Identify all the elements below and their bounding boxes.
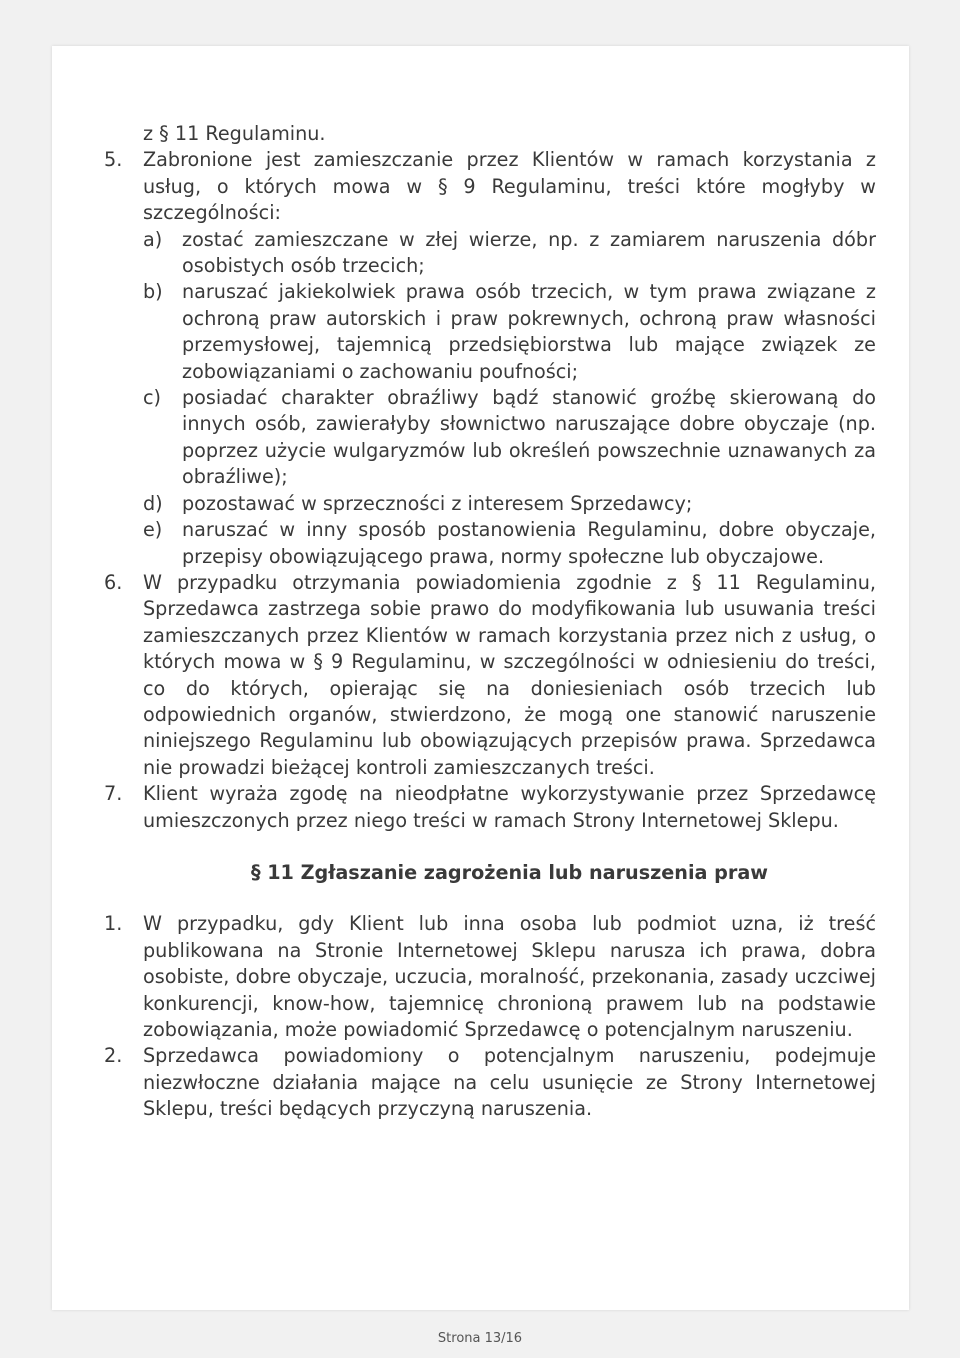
list-number: 6. xyxy=(104,570,123,594)
sub-item xyxy=(143,517,876,570)
list-item-text: W przypadku otrzymania powiadomienia zgodnie z § 11 Regulaminu, Sprzedawca zastrzega sobie prawo do modyfikowania lub usuwania treści zamieszczanych przez Klientów w ramach korzystania przez nich z usług, o których mowa w § 9 Regulaminu, w szczególności w odniesieniu do treści, co do których, opierając się na doniesieniach osób trzecich lub odpowiednich organów, stwierdzono, że mogą one stanowić naruszenie niniejszego Regulaminu lub obowiązujących przepisów prawa. Sprzedawca nie prowadzi bieżącej kontroli zamieszczanych treści. xyxy=(143,570,876,779)
list-item-text: Klient wyraża zgodę na nieodpłatne wykorzystywanie przez Sprzedawcę umieszczonych przez niego treści w ramach Strony Internetowej Sklepu. xyxy=(143,782,876,832)
sub-item xyxy=(143,491,876,517)
list-number: 2. xyxy=(104,1044,123,1068)
sub-item xyxy=(143,227,876,280)
sub-item xyxy=(143,279,876,385)
sub-item-text: pozostawać w sprzeczności z interesem Sprzedawcy; xyxy=(182,491,693,515)
page-footer: Strona 13/16 xyxy=(437,1331,523,1346)
section-heading: § 11 Zgłaszanie zagrożenia lub naruszenia praw xyxy=(250,860,769,884)
list-item-text: Sprzedawca powiadomiony o potencjalnym naruszeniu, podejmuje niezwłoczne działania mające na celu usunięcie ze Strony Internetowej Sklepu, treści będących przyczyną naruszenia. xyxy=(143,1044,876,1121)
list-item xyxy=(52,570,876,781)
sub-item-text: naruszać w inny sposób postanowienia Regulaminu, dobre obyczaje, przepisy obowiązującego prawa, normy społeczne lub obyczajowe. xyxy=(182,518,876,568)
list-number: 1. xyxy=(104,912,123,936)
list-item xyxy=(52,911,876,1043)
sub-item-letter: c) xyxy=(143,386,162,410)
list-item xyxy=(52,781,876,834)
sub-item-letter: b) xyxy=(143,280,163,304)
list-item-text: Zabronione jest zamieszczanie przez Klientów w ramach korzystania z usług, o których mowa w § 9 Regulaminu, treści które mogłyby w szczególności: xyxy=(143,148,876,225)
sub-item-text: zostać zamieszczane w złej wierze, np. z zamiarem naruszenia dóbr osobistych osób trzecich; xyxy=(182,227,876,278)
sub-item-letter: d) xyxy=(143,491,163,515)
sub-item xyxy=(143,385,876,491)
sub-item-letter: a) xyxy=(143,227,163,251)
list-number: 5. xyxy=(104,148,123,172)
list-item-body xyxy=(143,147,876,570)
sub-item-text: naruszać jakiekolwiek prawa osób trzecich, w tym prawa związane z ochroną praw autorskich i praw pokrewnych, ochroną praw własności przemysłowej, tajemnicą przedsiębiorstwa lub mające związek ze zobowiązaniami o zachowaniu poufności; xyxy=(182,280,876,383)
sub-item-text: posiadać charakter obraźliwy bądź stanowić groźbę skierowaną do innych osób, zawierałyby słownictwo naruszające dobre obyczaje (np. poprzez użycie wulgaryzmów lub określeń powszechnie uznawanych za obraźliwe); xyxy=(182,386,876,489)
list-number: 7. xyxy=(104,782,123,806)
list-item-text: W przypadku, gdy Klient lub inna osoba lub podmiot uzna, iż treść publikowana na Stronie Internetowej Sklepu narusza ich prawa, dobra osobiste, dobre obyczaje, uczucia, moralność, przekonania, zasady uczciwej konkurencji, know-how, tajemnicę chronioną prawem lub na podstawie zobowiązania, może powiadomić Sprzedawcę o potencjalnym naruszeniu. xyxy=(143,912,876,1041)
list-item xyxy=(52,1043,876,1122)
continuation-text: z § 11 Regulaminu. xyxy=(143,122,326,145)
page-content xyxy=(52,121,876,1123)
sub-item-letter: e) xyxy=(143,518,163,542)
list-item xyxy=(52,147,876,570)
